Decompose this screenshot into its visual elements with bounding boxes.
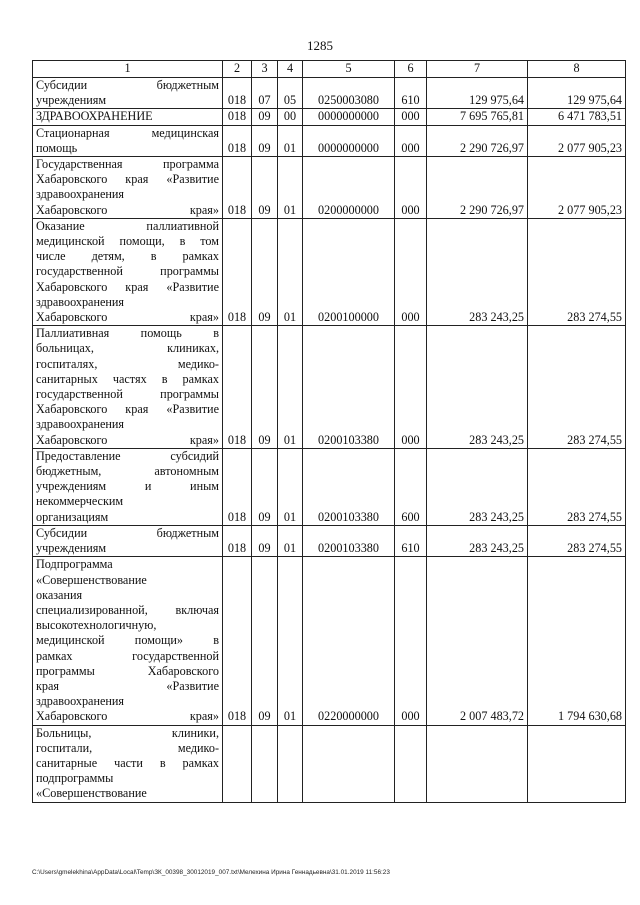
- amount-col-7: 2 290 726,97: [427, 157, 528, 219]
- row-name: Подпрограмма «Совершенствование оказания специализированной, включая высокотехнологичную, медицинской помощи» в рамках государственной программы Хабаровского края «Развитие здравоохранения Хабаровского края»: [33, 557, 223, 725]
- subsection-code: 01: [278, 125, 303, 156]
- ministry-code: 018: [223, 125, 252, 156]
- budget-table: [32, 60, 626, 803]
- ministry-code: 018: [223, 157, 252, 219]
- subsection-code: 01: [278, 448, 303, 525]
- table-row: [33, 125, 626, 156]
- subsection-code: 01: [278, 557, 303, 725]
- expense-type-code: 000: [395, 218, 427, 325]
- table-row: [33, 218, 626, 325]
- amount-col-7: [427, 725, 528, 802]
- amount-col-8: 283 274,55: [528, 218, 626, 325]
- row-name: Субсидии бюджетным учреждениям: [33, 78, 223, 109]
- section-code: 09: [252, 557, 278, 725]
- amount-col-8: 283 274,55: [528, 326, 626, 449]
- section-code: 09: [252, 218, 278, 325]
- expense-type-code: 000: [395, 125, 427, 156]
- table-row: [33, 326, 626, 449]
- amount-col-8: 2 077 905,23: [528, 157, 626, 219]
- table-row: [33, 725, 626, 802]
- amount-col-8: 283 274,55: [528, 525, 626, 556]
- column-header: 2: [223, 61, 252, 78]
- section-code: 09: [252, 109, 278, 125]
- column-header: 7: [427, 61, 528, 78]
- table-header-row: [33, 61, 626, 78]
- target-article-code: 0220000000: [303, 557, 395, 725]
- amount-col-8: 1 794 630,68: [528, 557, 626, 725]
- column-header: 3: [252, 61, 278, 78]
- table-row: [33, 525, 626, 556]
- ministry-code: 018: [223, 218, 252, 325]
- column-header: 5: [303, 61, 395, 78]
- subsection-code: 01: [278, 326, 303, 449]
- ministry-code: [223, 725, 252, 802]
- row-name: Предоставление субсидий бюджетным, автономным учреждениям и иным некоммерческим организациям: [33, 448, 223, 525]
- footer-file-path: C:\Users\gmelekhina\AppData\Local\Temp\ЗК_00398_30012019_007.txt\Мелехина Ирина Геннадьевна\31.01.2019 11:56:23: [32, 869, 390, 876]
- section-code: 09: [252, 157, 278, 219]
- expense-type-code: 610: [395, 525, 427, 556]
- page-number: 1285: [307, 38, 333, 53]
- ministry-code: 018: [223, 448, 252, 525]
- amount-col-7: 283 243,25: [427, 448, 528, 525]
- amount-col-7: 283 243,25: [427, 326, 528, 449]
- row-name: Субсидии бюджетным учреждениям: [33, 525, 223, 556]
- column-header: 6: [395, 61, 427, 78]
- amount-col-8: 2 077 905,23: [528, 125, 626, 156]
- ministry-code: 018: [223, 78, 252, 109]
- column-header: 4: [278, 61, 303, 78]
- subsection-code: 01: [278, 525, 303, 556]
- table-row: [33, 78, 626, 109]
- target-article-code: 0200100000: [303, 218, 395, 325]
- ministry-code: 018: [223, 557, 252, 725]
- amount-col-7: 129 975,64: [427, 78, 528, 109]
- amount-col-8: 6 471 783,51: [528, 109, 626, 125]
- ministry-code: 018: [223, 326, 252, 449]
- ministry-code: 018: [223, 525, 252, 556]
- table-row: [33, 448, 626, 525]
- amount-col-8: [528, 725, 626, 802]
- amount-col-7: 283 243,25: [427, 525, 528, 556]
- table-row: [33, 109, 626, 125]
- section-code: 07: [252, 78, 278, 109]
- amount-col-7: 2 290 726,97: [427, 125, 528, 156]
- section-code: 09: [252, 525, 278, 556]
- amount-col-8: 129 975,64: [528, 78, 626, 109]
- subsection-code: 01: [278, 218, 303, 325]
- ministry-code: 018: [223, 109, 252, 125]
- subsection-code: [278, 725, 303, 802]
- expense-type-code: 000: [395, 109, 427, 125]
- amount-col-7: 7 695 765,81: [427, 109, 528, 125]
- row-name: Больницы, клиники, госпитали, медико- санитарные части в рамках подпрограммы «Совершенствование: [33, 725, 223, 802]
- expense-type-code: 610: [395, 78, 427, 109]
- subsection-code: 05: [278, 78, 303, 109]
- target-article-code: 0250003080: [303, 78, 395, 109]
- expense-type-code: 000: [395, 557, 427, 725]
- amount-col-7: 283 243,25: [427, 218, 528, 325]
- subsection-code: 00: [278, 109, 303, 125]
- row-name: ЗДРАВООХРАНЕНИЕ: [33, 109, 223, 125]
- table-row: [33, 157, 626, 219]
- target-article-code: 0200103380: [303, 525, 395, 556]
- target-article-code: 0000000000: [303, 109, 395, 125]
- subsection-code: 01: [278, 157, 303, 219]
- expense-type-code: 600: [395, 448, 427, 525]
- section-code: 09: [252, 448, 278, 525]
- table-row: [33, 557, 626, 725]
- target-article-code: 0200103380: [303, 326, 395, 449]
- expense-type-code: 000: [395, 157, 427, 219]
- column-header: 1: [33, 61, 223, 78]
- expense-type-code: [395, 725, 427, 802]
- section-code: 09: [252, 326, 278, 449]
- section-code: 09: [252, 125, 278, 156]
- target-article-code: 0200000000: [303, 157, 395, 219]
- row-name: Паллиативная помощь в больницах, клиниках, госпиталях, медико- санитарных частях в рамках государственной программы Хабаровского края «Развитие здравоохранения Хабаровского края»: [33, 326, 223, 449]
- expense-type-code: 000: [395, 326, 427, 449]
- row-name: Стационарная медицинская помощь: [33, 125, 223, 156]
- amount-col-7: 2 007 483,72: [427, 557, 528, 725]
- column-header: 8: [528, 61, 626, 78]
- target-article-code: 0200103380: [303, 448, 395, 525]
- row-name: Государственная программа Хабаровского края «Развитие здравоохранения Хабаровского края»: [33, 157, 223, 219]
- section-code: [252, 725, 278, 802]
- row-name: Оказание паллиативной медицинской помощи, в том числе детям, в рамках государственной программы Хабаровского края «Развитие здравоохранения Хабаровского края»: [33, 218, 223, 325]
- amount-col-8: 283 274,55: [528, 448, 626, 525]
- target-article-code: 0000000000: [303, 125, 395, 156]
- target-article-code: [303, 725, 395, 802]
